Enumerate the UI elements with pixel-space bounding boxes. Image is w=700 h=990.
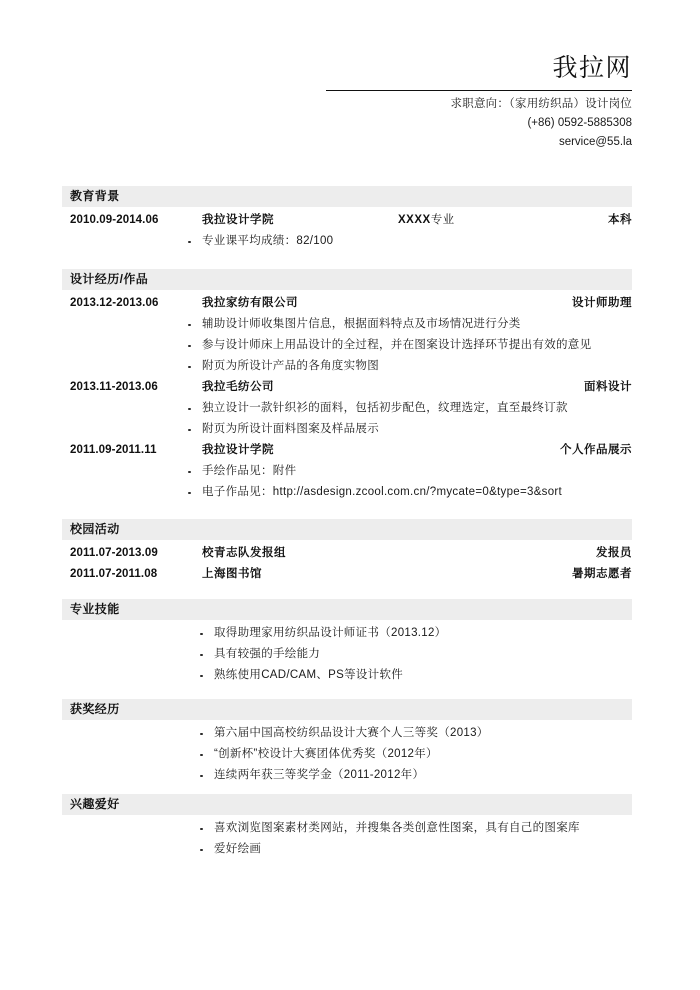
bullet-item: 独立设计一款针织衫的面料，包括初步配色，纹理选定，直至最终订款 xyxy=(62,398,632,419)
entry-row xyxy=(62,210,632,231)
entry-organization: 我拉家纺有限公司 xyxy=(202,297,298,309)
phone-number: (+86) 0592-5885308 xyxy=(527,117,632,129)
bullet-list xyxy=(62,723,632,786)
entry-major xyxy=(398,210,455,231)
bullet-item: 辅助设计师收集图片信息，根据面料特点及市场情况进行分类 xyxy=(62,314,632,335)
header-contact-block xyxy=(62,95,632,152)
entry-date: 2010.09-2014.06 xyxy=(70,214,159,226)
section-body-design-experience xyxy=(62,290,632,503)
section-body-campus-activities xyxy=(62,540,632,585)
bullet-list xyxy=(62,398,632,440)
section-header-awards: 获奖经历 xyxy=(62,699,632,720)
section-header-education: 教育背景 xyxy=(62,186,632,207)
section-awards xyxy=(62,699,632,786)
section-header-professional-skills: 专业技能 xyxy=(62,599,632,620)
header-divider xyxy=(326,90,632,91)
entry-role: 本科 xyxy=(608,214,632,226)
email-address: service@55.la xyxy=(558,136,632,148)
section-education xyxy=(62,186,632,252)
bullet-item: 连续两年获三等奖学金（2011-2012年） xyxy=(62,765,632,786)
section-professional-skills xyxy=(62,599,632,686)
section-body-education xyxy=(62,207,632,252)
entry-row xyxy=(62,377,632,398)
entry-row xyxy=(62,564,632,585)
job-objective: 求职意向：（家用纺织品）设计岗位 xyxy=(450,98,632,110)
section-header-campus-activities: 校园活动 xyxy=(62,519,632,540)
section-interests xyxy=(62,794,632,860)
bullet-item: 专业课平均成绩：82/100 xyxy=(62,231,632,252)
entry-date: 2011.07-2011.08 xyxy=(70,568,158,580)
entry-organization: 我拉设计学院 xyxy=(202,214,274,226)
entry-date: 2011.07-2013.09 xyxy=(70,547,158,559)
resume-header xyxy=(62,52,632,152)
bullet-item: 电子作品见：http://asdesign.zcool.com.cn/?mycate=0&type=3&sort xyxy=(62,482,632,503)
bullet-list xyxy=(62,231,632,252)
bullet-list xyxy=(62,314,632,377)
entry-organization: 校青志队发报组 xyxy=(202,547,286,559)
entry-organization: 我拉毛纺公司 xyxy=(202,381,274,393)
entry-role: 面料设计 xyxy=(584,381,632,393)
bullet-list xyxy=(62,623,632,686)
section-header-interests: 兴趣爱好 xyxy=(62,794,632,815)
entry-date: 2013.11-2013.06 xyxy=(70,381,158,393)
entry-row xyxy=(62,543,632,564)
entry-role: 暑期志愿者 xyxy=(572,568,632,580)
entry-role: 发报员 xyxy=(596,547,632,559)
entry-date: 2011.09-2011.11 xyxy=(70,444,157,456)
entry-date: 2013.12-2013.06 xyxy=(70,297,159,309)
bullet-item: 喜欢浏览图案素材类网站，并搜集各类创意性图案，具有自己的图案库 xyxy=(62,818,632,839)
page-title: 我拉网 xyxy=(552,53,632,82)
section-campus-activities xyxy=(62,519,632,585)
section-body-awards xyxy=(62,720,632,786)
bullet-item: 具有较强的手绘能力 xyxy=(62,644,632,665)
bullet-item: 附页为所设计面料图案及样品展示 xyxy=(62,419,632,440)
bullet-item: 取得助理家用纺织品设计师证书（2013.12） xyxy=(62,623,632,644)
section-body-interests xyxy=(62,815,632,860)
entry-role: 个人作品展示 xyxy=(560,444,632,456)
entry-role: 设计师助理 xyxy=(572,297,632,309)
bullet-item: 第六届中国高校纺织品设计大赛个人三等奖（2013） xyxy=(62,723,632,744)
bullet-item: 手绘作品见：附件 xyxy=(62,461,632,482)
entry-major-suffix: 专业 xyxy=(430,214,455,226)
section-design-experience xyxy=(62,269,632,503)
entry-row xyxy=(62,293,632,314)
bullet-list xyxy=(62,818,632,860)
entry-organization: 上海图书馆 xyxy=(202,568,262,580)
bullet-item: “创新杯”校设计大赛团体优秀奖（2012年） xyxy=(62,744,632,765)
entry-organization: 我拉设计学院 xyxy=(202,444,274,456)
bullet-item: 爱好绘画 xyxy=(62,839,632,860)
section-body-professional-skills xyxy=(62,620,632,686)
bullet-item: 熟练使用CAD/CAM、PS等设计软件 xyxy=(62,665,632,686)
section-header-design-experience: 设计经历/作品 xyxy=(62,269,632,290)
bullet-item: 参与设计师床上用品设计的全过程，并在图案设计选择环节提出有效的意见 xyxy=(62,335,632,356)
entry-major-code: XXXX xyxy=(398,214,431,226)
entry-row xyxy=(62,440,632,461)
bullet-item: 附页为所设计产品的各角度实物图 xyxy=(62,356,632,377)
bullet-list xyxy=(62,461,632,503)
